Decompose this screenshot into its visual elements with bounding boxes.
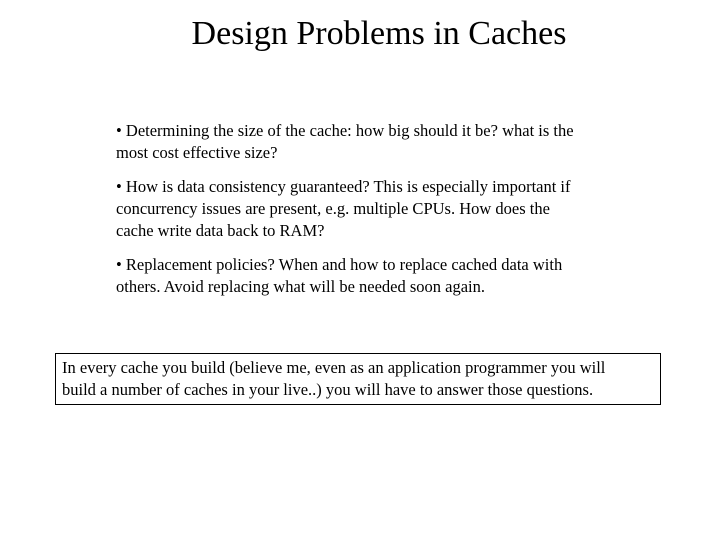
note-box (55, 353, 661, 405)
slide-title: Design Problems in Caches (191, 15, 567, 52)
note-line-2: build a number of caches in your live..) you will have to answer those questions. (62, 380, 594, 399)
bullet-list (116, 120, 586, 310)
bullet-data-consistency: • How is data consistency guaranteed? This is especially important if concurrency issues are present, e.g. multiple CPUs. How does the cache write data back to RAM? (116, 177, 571, 240)
bullet-replacement-policies: • Replacement policies? When and how to replace cached data with others. Avoid replacing what will be needed soon again. (116, 255, 563, 296)
note-line-1: In every cache you build (believe me, even as an application programmer you will (62, 358, 606, 377)
bullet-cache-size: • Determining the size of the cache: how big should it be? what is the most cost effective size? (116, 121, 574, 162)
